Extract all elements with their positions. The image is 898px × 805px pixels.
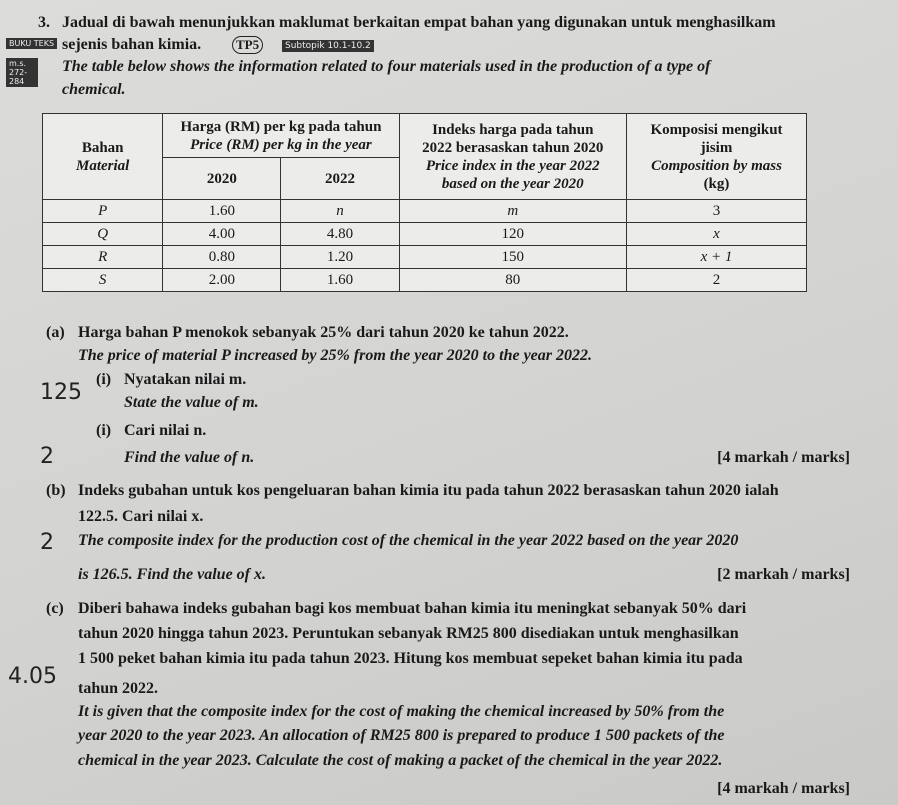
part-c-ms-2: tahun 2020 hingga tahun 2023. Peruntukan sebanyak RM25 800 disediakan untuk menghasilkan <box>78 625 739 642</box>
header-composition: Komposisi mengikut jisim Composition by mass (kg) <box>626 114 806 200</box>
header-price: Harga (RM) per kg pada tahun Price (RM) per kg in the year <box>163 114 399 158</box>
cell-material: P <box>43 200 163 223</box>
part-a-marks: [4 markah / marks] <box>717 449 850 466</box>
cell-p2022: 1.60 <box>281 269 399 292</box>
part-c-ms-4: tahun 2022. <box>78 680 159 697</box>
cell-p2022: 1.20 <box>281 246 399 269</box>
part-b-marks: [2 markah / marks] <box>717 566 850 583</box>
part-ai-ms: Nyatakan nilai m. <box>124 371 247 388</box>
part-c-label: (c) <box>46 600 64 617</box>
header-material: Bahan Material <box>43 114 163 200</box>
header-year-2020: 2020 <box>163 158 281 200</box>
cell-index: 80 <box>399 269 626 292</box>
intro-en: The table below shows the information related to four materials used in the production of a type of <box>62 58 711 75</box>
table-row <box>43 246 807 269</box>
part-b-ms-2: 122.5. Cari nilai x. <box>78 508 204 525</box>
part-a-label: (a) <box>46 324 65 341</box>
cell-index: 120 <box>399 223 626 246</box>
header-year-2022: 2022 <box>281 158 399 200</box>
tp-badge: TP5 <box>232 36 263 54</box>
table-row <box>43 223 807 246</box>
part-c-ms-1: Diberi bahawa indeks gubahan bagi kos membuat bahan kimia itu meningkat sebanyak 50% dari <box>78 600 747 617</box>
part-aii-en: Find the value of n. <box>124 449 255 466</box>
part-aii-label: (i) <box>96 422 112 439</box>
intro-ms-2: sejenis bahan kimia. <box>62 36 202 53</box>
cell-material: R <box>43 246 163 269</box>
cell-p2020: 2.00 <box>163 269 281 292</box>
cell-p2020: 0.80 <box>163 246 281 269</box>
subtopic-badge: Subtopik 10.1-10.2 <box>282 40 374 52</box>
part-b-en-1: The composite index for the production cost of the chemical in the year 2022 based on the year 2020 <box>78 532 739 549</box>
intro-ms: Jadual di bawah menunjukkan maklumat berkaitan empat bahan yang digunakan untuk menghasilkam <box>62 14 776 31</box>
part-a-ms: Harga bahan P menokok sebanyak 25% dari tahun 2020 ke tahun 2022. <box>78 324 569 341</box>
handwritten-answer-ai: 125 <box>40 380 82 405</box>
part-b-en-2: is 126.5. Find the value of x. <box>78 566 267 583</box>
cell-index: m <box>399 200 626 223</box>
part-ai-label: (i) <box>96 371 112 388</box>
page-ref-badge: m.s. 272-284 <box>6 58 38 87</box>
cell-p2022: n <box>281 200 399 223</box>
header-index: Indeks harga pada tahun 2022 berasaskan tahun 2020 Price index in the year 2022 based on the year 2020 <box>399 114 626 200</box>
cell-index: 150 <box>399 246 626 269</box>
part-c-marks: [4 markah / marks] <box>717 780 850 797</box>
materials-table <box>42 113 807 292</box>
cell-mass: 3 <box>626 200 806 223</box>
cell-material: S <box>43 269 163 292</box>
table-row <box>43 269 807 292</box>
textbook-badge: BUKU TEKS <box>6 38 57 49</box>
part-c-ms-3: 1 500 peket bahan kimia itu pada tahun 2023. Hitung kos membuat sepeket bahan kimia itu pada <box>78 650 743 667</box>
handwritten-answer-b: 2 <box>40 530 54 555</box>
part-ai-en: State the value of m. <box>124 394 259 411</box>
part-c-en-3: chemical in the year 2023. Calculate the cost of making a packet of the chemical in the year 2022. <box>78 752 723 769</box>
cell-p2022: 4.80 <box>281 223 399 246</box>
intro-en-2: chemical. <box>62 81 126 98</box>
cell-mass: x + 1 <box>626 246 806 269</box>
cell-material: Q <box>43 223 163 246</box>
cell-p2020: 4.00 <box>163 223 281 246</box>
part-a-en: The price of material P increased by 25% from the year 2020 to the year 2022. <box>78 347 592 364</box>
handwritten-answer-c: 4.05 <box>8 664 57 689</box>
cell-mass: x <box>626 223 806 246</box>
part-c-en-1: It is given that the composite index for the cost of making the chemical increased by 50% from the <box>78 703 725 720</box>
cell-mass: 2 <box>626 269 806 292</box>
table-row <box>43 200 807 223</box>
part-c-en-2: year 2020 to the year 2023. An allocation of RM25 800 is prepared to produce 1 500 packets of the <box>78 727 725 744</box>
part-b-ms-1: Indeks gubahan untuk kos pengeluaran bahan kimia itu pada tahun 2022 berasaskan tahun 2020 ialah <box>78 482 779 499</box>
question-number: 3. <box>38 14 50 31</box>
part-aii-ms: Cari nilai n. <box>124 422 207 439</box>
cell-p2020: 1.60 <box>163 200 281 223</box>
handwritten-answer-aii: 2 <box>40 444 54 469</box>
part-b-label: (b) <box>46 482 66 499</box>
